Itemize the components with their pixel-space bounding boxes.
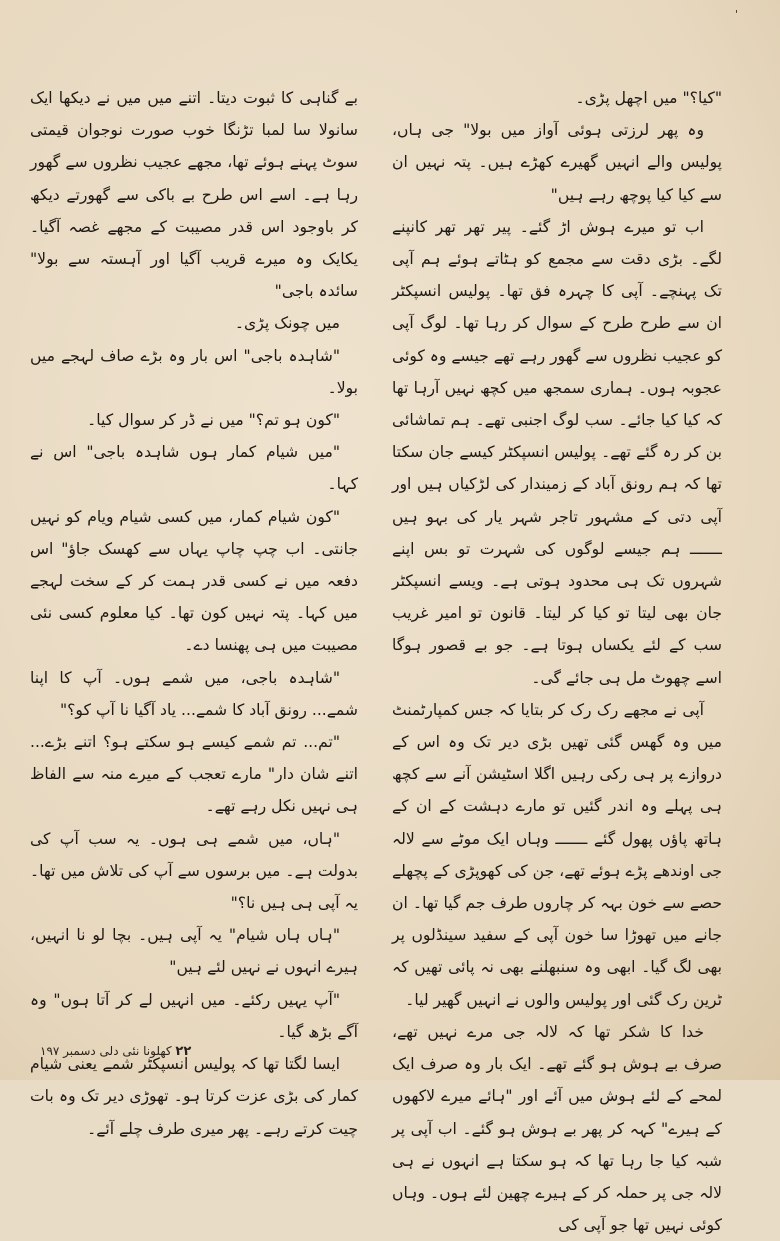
page-footer	[40, 1044, 191, 1059]
paragraph: بے گناہی کا ثبوت دیتا۔ اتنے میں میں نے دیکھا ایک سانولا سا لمبا تڑنگا خوب صورت نوجوان قیمتی سوٹ پہنے ہوئے تھا، مجھے عجیب نظروں سے گھور رہا ہے۔ اسے اس طرح بے باکی سے گھورتے دیکھ کر باوجود اس قدر مصیبت کے مجھے غصہ آگیا۔ یکایک وہ میرے قریب آگیا اور آہستہ سے بولا" سائدہ باجی"	[30, 89, 358, 301]
paragraph: "شاہدہ باجی" اس بار وہ بڑے صاف لہجے میں بولا۔	[30, 346, 358, 397]
paragraph: "کون ہو تم؟" میں نے ڈر کر سوال کیا۔	[87, 411, 340, 430]
paragraph: ایسا لگتا تھا کہ پولیس انسپکٹر شمے یعنی شیام کمار کی بڑی عزت کرتا ہو۔ تھوڑی دیر تک وہ بات چیت کرتے رہے۔ پھر میری طرف چلے آئے۔	[30, 1055, 358, 1138]
paragraph: آپی نے مجھے رک رک کر بتایا کہ جس کمپارٹمنٹ میں وہ گھس گئی تھیں بڑی دیر تک وہ اس کے دروازے پر ہی رکی رہیں اگلا اسٹیشن آنے سے کچھ ہی پہلے وہ اندر گئیں تو مارے دہشت کے ان کے ہاتھ پاؤں پھول گئے ـــــــ وہاں ایک موٹے سے لالہ جی اوندھے پڑے ہوئے تھے، جن کی کھوپڑی کے پچھلے حصے سے خون بہہ کر چاروں طرف جم گیا تھا۔ ان جانے میں تھوڑا سا خون آپی کے سفید سینڈلوں پر بھی لگ گیا۔ ابھی وہ سنبھلنے بھی نہ پائی تھیں کہ ٹرین رک گئی اور پولیس والوں نے انہیں گھیر لیا۔	[392, 700, 722, 1009]
paragraph: وہ پھر لرزتی ہوئی آواز میں بولا" جی ہاں، پولیس والے انہیں گھیرے کھڑے ہیں۔ پتہ نہیں ان سے کیا کیا پوچھ رہے ہیں"	[392, 121, 722, 204]
corner-mark: '	[735, 8, 739, 21]
paragraph: "ہاں ہاں شیام" یہ آپی ہیں۔ بچا لو نا انہیں، ہیرے انہوں نے نہیں لئے ہیں"	[30, 926, 358, 977]
paragraph: میں چونک پڑی۔	[234, 314, 340, 333]
paragraph: "آپ یہیں رکئے۔ میں انہیں لے کر آتا ہوں" وہ آگے بڑھ گیا۔	[30, 990, 358, 1041]
paragraph: خدا کا شکر تھا کہ لالہ جی مرے نہیں تھے، صرف بے ہوش ہو گئے تھے۔ ایک بار وہ صرف ایک لمحے کے لئے ہوش میں آئے اور "ہائے میرے لاکھوں کے ہیرے" کہہ کر پھر بے ہوش ہو گئے۔ اب آپی پر شبہ کیا جا رہا تھا کہ ہو سکتا ہے انہوں نے ہی لالہ جی پر حملہ کر کے ہیرے چھین لئے ہوں۔ وہاں کوئی نہیں تھا جو آپی کی	[392, 1022, 722, 1235]
page-number: ۲۲	[175, 1044, 192, 1059]
paragraph: "کیا؟" میں اچھل پڑی۔	[575, 89, 722, 107]
paragraph: "میں شیام کمار ہوں شاہدہ باجی" اس نے کہا۔	[30, 443, 358, 494]
paragraph: "کون شیام کمار، میں کسی شیام ویام کو نہیں جانتی۔ اب چپ چاپ یہاں سے کھسک جاؤ" اس دفعہ میں نے کسی قدر ہمت کر کے سخت لہجے میں کہا۔ پتہ نہیں کون تھا۔ کیا معلوم کسی نئی مصیبت میں ہی پھنسا دے۔	[30, 507, 358, 655]
paragraph: "ہاں، میں شمے ہی ہوں۔ یہ سب آپ کی بدولت ہے۔ میں برسوں سے آپ کی تلاش میں تھا۔ یہ آپی ہی ہیں نا؟"	[30, 829, 358, 913]
paragraph: اب تو میرے ہوش اڑ گئے۔ پیر تھر تھر کانپنے لگے۔ بڑی دقت سے مجمع کو ہٹاتے ہوئے ہم آپی تک پہنچے۔ آپی کا چہرہ فق تھا۔ پولیس انسپکٹر ان سے طرح طرح کے سوال کر رہا تھا۔ لوگ آپی کو عجیب نظروں سے گھور رہے تھے جیسے وہ کوئی عجوبہ ہوں۔ ہماری سمجھ میں کچھ نہیں آرہا تھا کہ کیا کیا جائے۔ سب لوگ اجنبی تھے۔ ہم تماشائی بن کر رہ گئے تھے۔ پولیس انسپکٹر کیسے جان سکتا تھا کہ ہم رونق آباد کے زمیندار کی لڑکیاں ہیں اور آپی دتی کے مشہور تاجر شہر یار کی بہو ہیں ـــــــ ہم جیسے لوگوں کی شہرت تو بس اپنے شہروں تک ہی محدود ہوتی ہے۔ ویسے انسپکٹر جان بھی لیتا تو کیا کر لیتا۔ قانون تو امیر غریب سب کے لئے یکساں ہوتا ہے۔ جو بے قصور ہوگا اسے چھوٹ مل ہی جائے گی۔	[392, 217, 722, 687]
paragraph: "شاہدہ باجی، میں شمے ہوں۔ آپ کا اپنا شمے... رونق آباد کا شمے... یاد آگیا نا آپ کو؟"	[30, 668, 358, 719]
issue-line: کھلونا نئی دلی دسمبر ۱۹۷	[40, 1044, 172, 1058]
paragraph: "تم... تم شمے کیسے ہو سکتے ہو؟ اتنے بڑے... اتنے شان دار" مارے تعجب کے میرے منہ سے الفاظ ہی نہیں نکل رہے تھے۔	[30, 733, 358, 816]
right-text-column	[392, 82, 722, 1235]
